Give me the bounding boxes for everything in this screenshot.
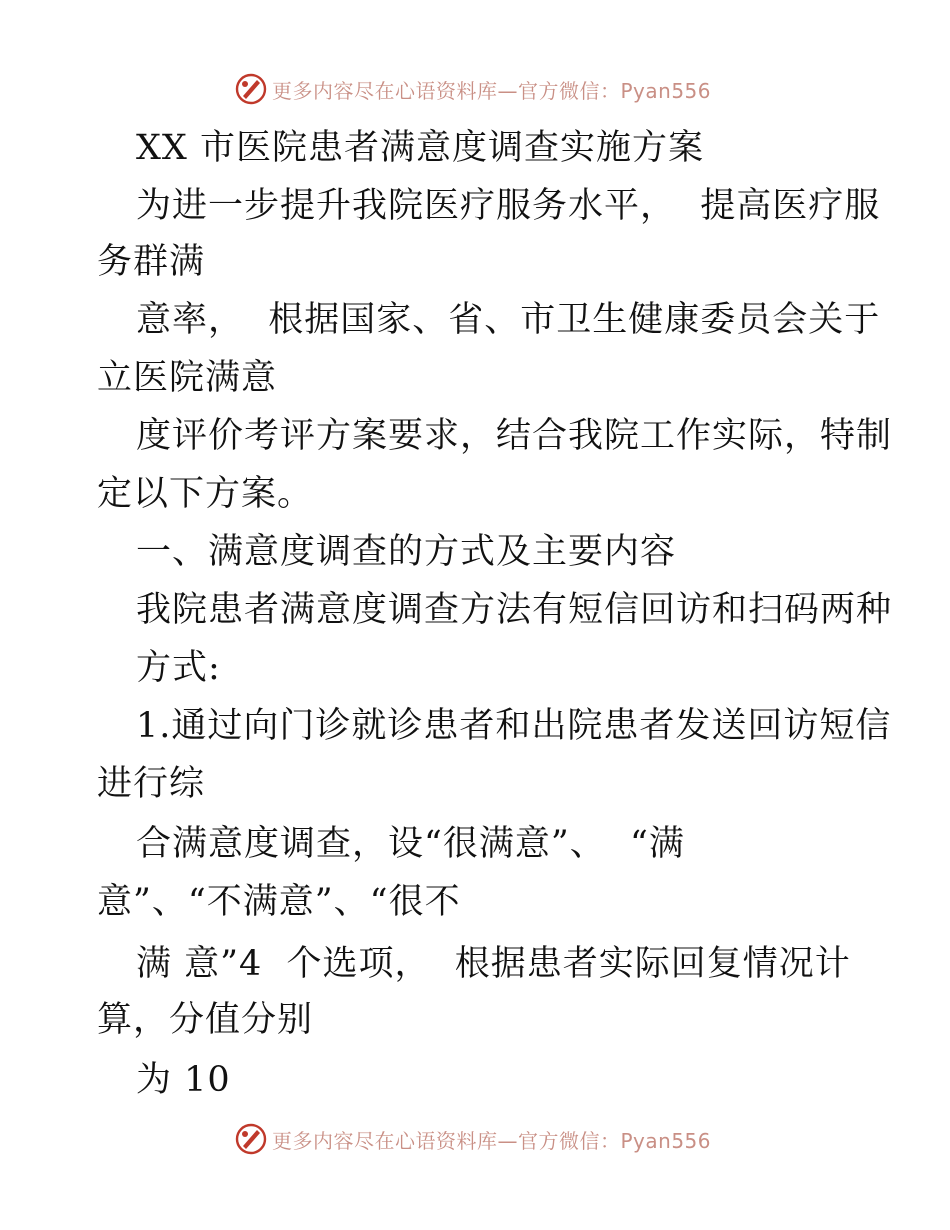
- text-line: 合满意度调查，设“很满意”、 “满: [136, 824, 685, 864]
- text-line: 方式:: [136, 648, 221, 688]
- text-line: 满 意”4 个选项， 根据患者实际回复情况计: [136, 944, 851, 984]
- text-line: 算，分值分别: [97, 1000, 314, 1040]
- text-line: 意率， 根据国家、省、市卫生健康委员会关于: [136, 300, 881, 340]
- document-title: XX 市医院患者满意度调查实施方案: [136, 128, 704, 168]
- section-heading: 一、满意度调查的方式及主要内容: [136, 532, 677, 572]
- header-watermark: [234, 71, 714, 107]
- text-line: 为 10: [136, 1060, 231, 1100]
- footer-watermark: [234, 1121, 714, 1157]
- watermark-text: 更多内容尽在心语资料库—官方微信：Pyan556: [272, 1128, 712, 1153]
- text-line: 进行综: [97, 764, 206, 804]
- text-line: 意”、“不满意”、“很不: [97, 882, 461, 922]
- text-line: 定以下方案。: [97, 474, 314, 514]
- text-line: 为进一步提升我院医疗服务水平， 提高医疗服: [136, 186, 881, 226]
- text-line: 度评价考评方案要求，结合我院工作实际，特制: [136, 416, 893, 456]
- logo-icon: [234, 72, 268, 106]
- text-line: 立医院满意: [97, 358, 278, 398]
- text-line: 我院患者满意度调查方法有短信回访和扫码两种: [136, 590, 893, 630]
- logo-icon: [234, 1122, 268, 1156]
- text-line: 1.通过向门诊就诊患者和出院患者发送回访短信: [136, 706, 892, 746]
- watermark-text: 更多内容尽在心语资料库—官方微信：Pyan556: [272, 78, 712, 103]
- text-line: 务群满: [97, 242, 206, 282]
